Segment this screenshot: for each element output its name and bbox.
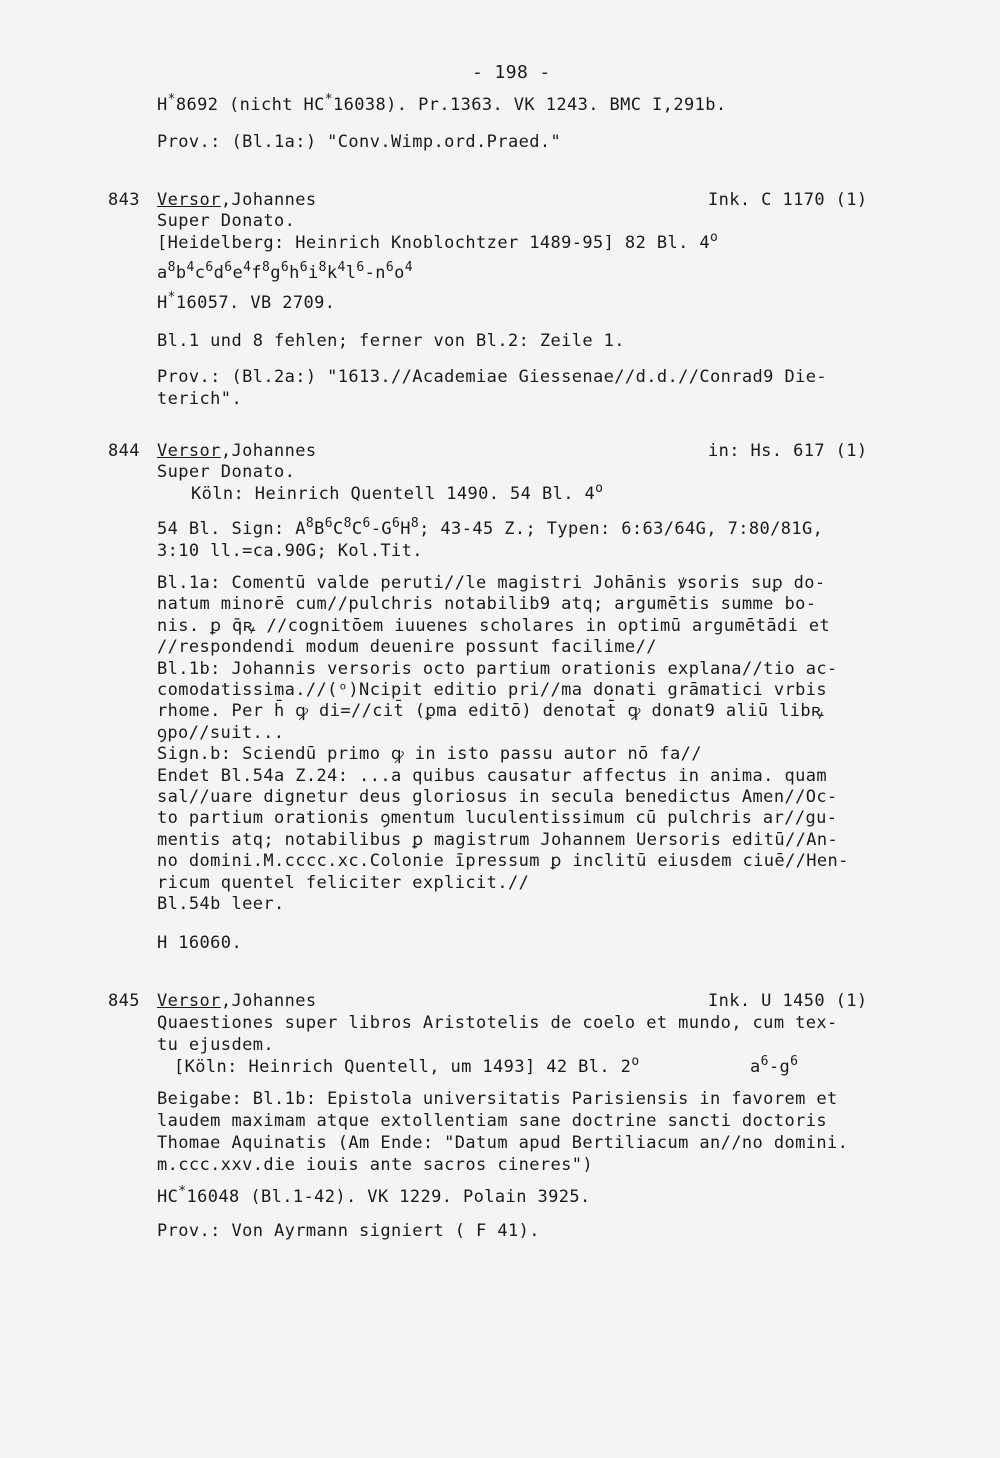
gathering-letter: g (270, 263, 281, 283)
collation-formula (750, 1056, 798, 1078)
gathering-count: 6 (280, 260, 290, 275)
gathering-letter: A (295, 519, 306, 539)
format-superscript: o (710, 230, 719, 245)
gathering-count: 8 (343, 516, 352, 531)
transcription-line: Bl.1a: Comentū valde peruti//le magistri Johānis ꝟsoris suꝑ do- (157, 573, 826, 593)
gathering-count: 4 (186, 260, 195, 275)
entry-references: H 16060. (157, 933, 243, 953)
entry-provenance: Prov.: Von Ayrmann signiert ( F 41). (157, 1221, 540, 1241)
gathering-letter: a (157, 263, 168, 283)
entry-author (157, 990, 317, 1012)
transcription-line: nis. ꝑ q̄ꝶ //cognitōem iuuenes scholares in optimū argumētādi et (157, 616, 831, 636)
gathering-count: 8 (410, 516, 420, 531)
ref-asterisk: * (167, 92, 176, 107)
gathering-count: 6 (356, 260, 365, 275)
transcription-line: natum minorē cum//pulchris notabilib9 atq; argumētis summe bo- (157, 594, 817, 614)
gathering-letter: k (326, 263, 338, 283)
transcription-line: Bl.54b leer. (157, 894, 285, 914)
signature-formula (295, 516, 420, 539)
entry-imprint (157, 232, 718, 254)
beigabe-line: Thomae Aquinatis (Am Ende: "Datum apud Bertiliacum an//no domini. (157, 1133, 849, 1153)
beigabe-line: m.ccc.xxv.die iouis ante sacros cineres") (157, 1155, 594, 1175)
gathering-letter: i (308, 263, 319, 283)
ref-asterisk: * (324, 92, 333, 107)
entry-author (157, 440, 317, 462)
beigabe-line: Beigabe: Bl.1b: Epistola universitatis Parisiensis in favorem et (157, 1089, 838, 1109)
gathering-count: 8 (305, 516, 315, 531)
ref-text: H (157, 293, 168, 313)
transcription-line: to partium orationis ꝯmentum luculentissimum cū pulchris ar//gu- (157, 808, 838, 828)
collation-formula (157, 262, 413, 284)
entry-imprint (174, 1056, 640, 1078)
gathering-letter: o (394, 263, 405, 283)
gathering-count: 6 (299, 260, 308, 275)
gathering-letter: H (400, 519, 411, 539)
entry-number: 845 (108, 991, 140, 1011)
gathering-letter: C (351, 519, 363, 539)
transcription-line: Sign.b: Sciendū primo ꝙ in isto passu autor nō fa// (157, 744, 702, 764)
author-surname: Versor (157, 441, 221, 461)
ref-text: 8692 (nicht HC (175, 95, 325, 115)
gathering-letter: e (232, 263, 244, 283)
entry-title-line: Quaestiones super libros Aristotelis de coelo et mundo, cum tex- (157, 1013, 838, 1033)
gathering-count: 6 (392, 516, 401, 531)
gathering-count: 6 (362, 516, 371, 531)
shelf-mark: in: Hs. 617 (1) (708, 441, 868, 461)
gathering-count: 6 (790, 1054, 799, 1069)
transcription-line: sal//uare dignetur deus gloriosus in secula benedictus Amen//Oc- (157, 787, 838, 807)
transcription-line: Bl.1b: Johannis versoris octo partium orationis explana//tio ac- (157, 659, 838, 679)
entry-title: Super Donato. (157, 462, 296, 482)
entry-number: 843 (108, 190, 140, 210)
gathering-count: 4 (337, 260, 346, 275)
gathering-count: 4 (404, 260, 414, 275)
signature-line (157, 518, 823, 540)
transcription-line: mentis atq; notabilibus ꝑ magistrum Johannem Uersoris editū//An- (157, 830, 839, 850)
format-superscript: o (631, 1054, 640, 1069)
header-ref-line (157, 94, 727, 116)
shelf-mark: Ink. C 1170 (1) (708, 190, 868, 210)
gathering-count: 8 (262, 260, 271, 275)
gathering-count: 6 (224, 260, 233, 275)
gathering-letter: -n (364, 263, 386, 283)
gathering-count: 8 (167, 260, 176, 275)
author-forename: ,Johannes (220, 441, 317, 461)
beigabe-line: laudem maximam atque extollentiam sane doctrine sancti doctoris (157, 1111, 827, 1131)
ref-text: 16048 (Bl.1-42). VK 1229. Polain 3925. (186, 1187, 591, 1207)
transcription-line: comodatissima.//(ᵒ)Ncipit editio pri//ma donati grāmatici vrbis (157, 680, 827, 700)
header-provenance: Prov.: (Bl.1a:) "Conv.Wimp.ord.Praed." (157, 132, 562, 152)
transcription-line: //respondendi modum deuenire possunt facilime// (157, 637, 657, 657)
author-surname: Versor (157, 190, 221, 210)
type-description: ; 43-45 Z.; Typen: 6:63/64G, 7:80/81G, (419, 519, 824, 539)
entry-note: Bl.1 und 8 fehlen; ferner von Bl.2: Zeile 1. (157, 331, 625, 351)
transcription-line: ricum quentel feliciter explicit.// (157, 873, 530, 893)
gathering-count: 6 (205, 260, 214, 275)
ref-text: H (157, 95, 168, 115)
format-superscript: o (595, 481, 604, 496)
entry-provenance-line: terich". (157, 389, 243, 409)
entry-references (157, 1186, 591, 1208)
transcription-line: Endet Bl.54a Z.24: ...a quibus causatur affectus in anima. quam (157, 766, 827, 786)
gathering-letter: a (750, 1057, 761, 1077)
gathering-letter: B (314, 519, 325, 539)
imprint-text: [Heidelberg: Heinrich Knoblochtzer 1489-95] 82 Bl. 4 (157, 233, 711, 253)
entry-title-line: tu ejusdem. (157, 1035, 274, 1055)
page-number: - 198 - (472, 62, 551, 83)
gathering-count: 6 (760, 1054, 769, 1069)
shelf-mark: Ink. U 1450 (1) (708, 991, 868, 1011)
gathering-letter: -g (768, 1057, 791, 1077)
ref-asterisk: * (167, 290, 176, 305)
ref-asterisk: * (178, 1184, 187, 1199)
gathering-count: 4 (243, 260, 252, 275)
imprint-text: [Köln: Heinrich Quentell, um 1493] 42 Bl. 2 (174, 1057, 632, 1077)
gathering-letter: h (289, 263, 300, 283)
entry-provenance-line: Prov.: (Bl.2a:) "1613.//Academiae Giessenae//d.d.//Conrad9 Die- (157, 367, 827, 387)
gathering-letter: C (333, 519, 344, 539)
gathering-letter: -G (370, 519, 393, 539)
ref-text: HC (157, 1187, 179, 1207)
imprint-text: Köln: Heinrich Quentell 1490. 54 Bl. 4 (191, 484, 596, 504)
ref-text: 16057. VB 2709. (175, 293, 336, 313)
entry-references (157, 292, 335, 314)
gathering-count: 6 (385, 260, 395, 275)
transcription-line: rhome. Per h̄ ꝙ di=//cit̄ (ꝑma editō) denotat̄ ꝙ donat9 aliū libꝶ (157, 701, 825, 721)
gathering-letter: l (345, 263, 357, 283)
entry-author (157, 189, 317, 211)
gathering-count: 8 (318, 260, 327, 275)
author-forename: ,Johannes (220, 991, 317, 1011)
signature-line-2: 3:10 ll.=ca.90G; Kol.Tit. (157, 541, 423, 561)
gathering-letter: b (175, 263, 187, 283)
entry-title: Super Donato. (157, 211, 296, 231)
entry-number: 844 (108, 441, 140, 461)
signature-label: 54 Bl. Sign: (157, 519, 296, 539)
transcription-line: ꝯpo//suit... (157, 723, 285, 743)
author-forename: ,Johannes (220, 190, 317, 210)
gathering-letter: f (251, 263, 263, 283)
entry-imprint (191, 483, 603, 505)
gathering-letter: c (194, 263, 206, 283)
author-surname: Versor (157, 991, 221, 1011)
ref-text: 16038). Pr.1363. VK 1243. BMC I,291b. (333, 95, 727, 115)
transcription-line: no domini.M.cccc.xc.Colonie īpressum ꝑ inclitū eiusdem ciuē//Hen- (157, 851, 849, 871)
gathering-count: 6 (324, 516, 334, 531)
gathering-letter: d (213, 263, 225, 283)
